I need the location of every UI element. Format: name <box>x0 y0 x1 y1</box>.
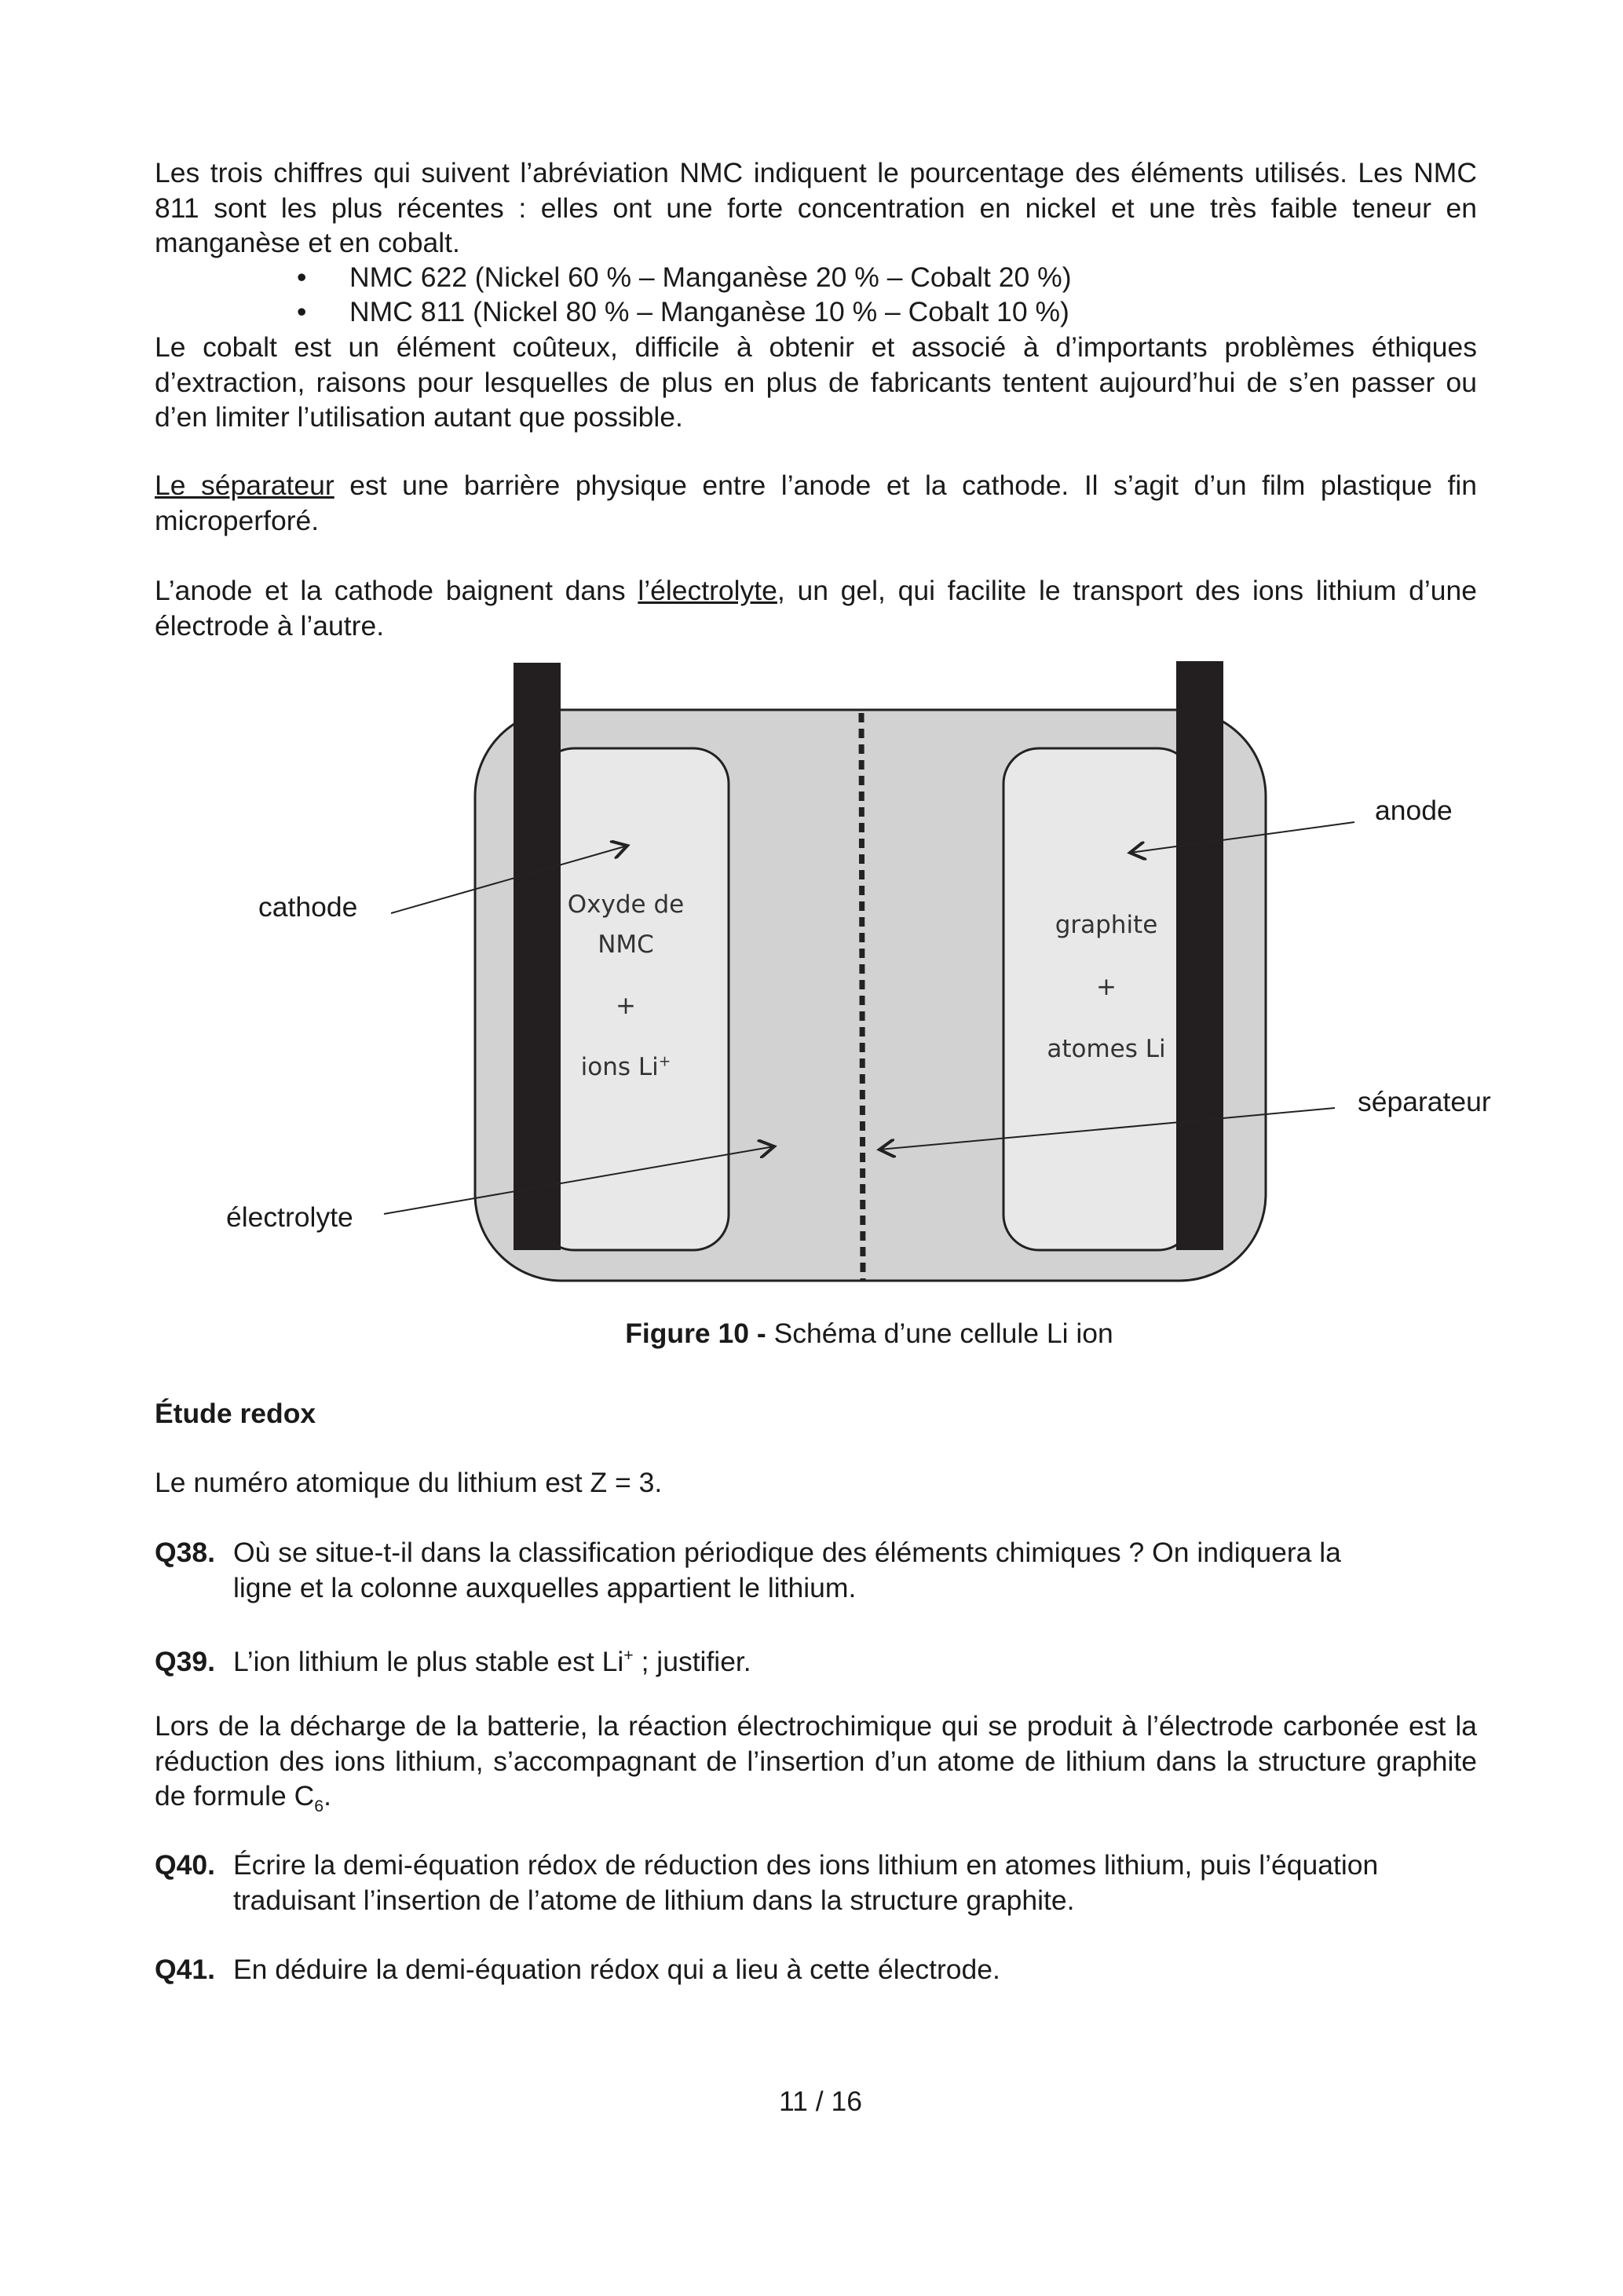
intro-paragraph: Les trois chiffres qui suivent l’abréviation NMC indiquent le pourcentage des éléments utilisés. Les NMC 811 sont les plus récentes : elles ont une forte concentration en nickel et une très faible teneur en manganèse et en cobalt. <box>155 157 1477 258</box>
separator-paragraph: Le séparateur est une barrière physique entre l’anode et la cathode. Il s’agit d’un film plastique fin microperforé. <box>155 470 1477 536</box>
anode-text-1: graphite <box>1055 911 1158 939</box>
cathode-text-4: ions Li+ <box>580 1053 671 1081</box>
cathode-electrode <box>514 663 561 1250</box>
question-41: Q41. En déduire la demi-équation rédox qui a lieu à cette électrode. <box>155 1954 1000 1985</box>
cathode-text-2: NMC <box>598 930 654 959</box>
figure-caption: Figure 10 - Schéma d’une cellule Li ion <box>625 1318 1113 1349</box>
label-separateur: séparateur <box>1358 1086 1491 1117</box>
section-title: Étude redox <box>155 1398 316 1429</box>
page-number: 11 / 16 <box>779 2086 862 2117</box>
anode-text-3: atomes Li <box>1047 1035 1166 1063</box>
anode-text-2: + <box>1096 973 1117 1001</box>
label-electrolyte: électrolyte <box>226 1201 353 1233</box>
anode-electrode <box>1176 661 1223 1250</box>
cathode-text-1: Oxyde de <box>567 890 685 919</box>
cobalt-paragraph: Le cobalt est un élément coûteux, difficile à obtenir et associé à d’importants problèmes éthiques d’extraction, raisons pour lesquelles de plus en plus de fabricants tentent aujourd’hui de s’en passer ou d’en limiter l’utilisation autant que possible. <box>155 331 1477 433</box>
label-anode: anode <box>1375 795 1453 826</box>
discharge-paragraph: Lors de la décharge de la batterie, la réaction électrochimique qui se produit à l’électrode carbonée est la réduction des ions lithium, s’accompagnant de l’insertion d’un atome de lithium dans la structure graphite de formule $C_6$. <box>155 1710 1477 1816</box>
cathode-text-3: + <box>616 992 636 1020</box>
electrolyte-paragraph: L’anode et la cathode baignent dans l’électrolyte, un gel, qui facilite le transport des ions lithium d’une électrode à l’autre. <box>155 575 1478 642</box>
atomic-number-text: Le numéro atomique du lithium est Z = 3. <box>155 1467 663 1498</box>
label-cathode: cathode <box>258 891 358 923</box>
question-38: Q38. Où se situe-t-il dans la classification périodique des éléments chimiques ? On indiquera la ligne et la colonne auxquelles appartient le lithium. <box>155 1537 1341 1603</box>
question-39: Q39. L’ion lithium le plus stable est Li+ ; justifier. <box>155 1645 751 1677</box>
question-40: Q40. Écrire la demi-équation rédox de réduction des ions lithium en atomes lithium, puis l’équation traduisant l’insertion de l’atome de lithium dans la structure graphite. <box>155 1849 1379 1916</box>
